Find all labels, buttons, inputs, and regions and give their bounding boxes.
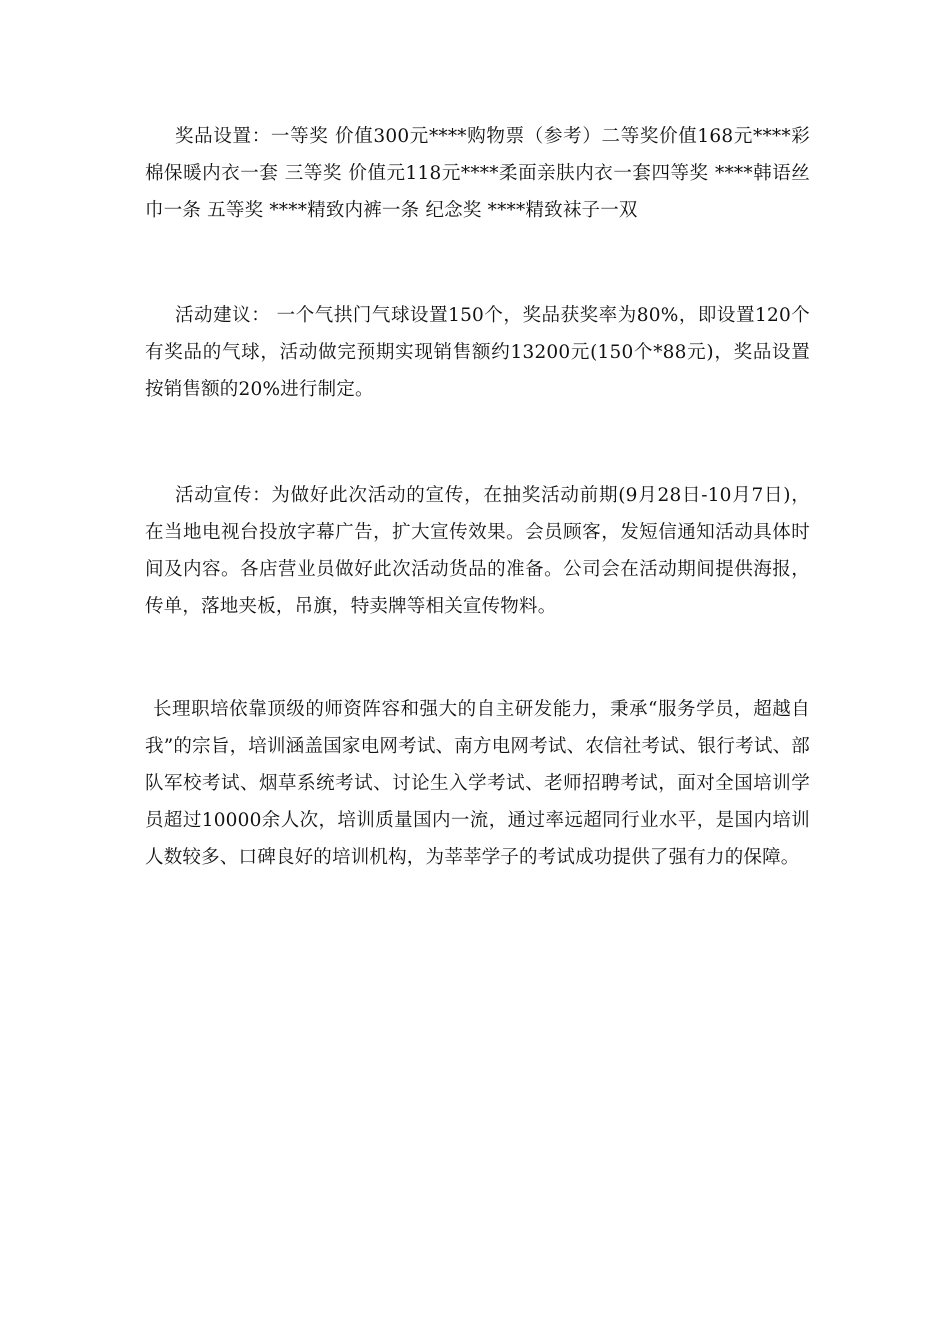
paragraph-activity-promotion: 活动宣传：为做好此次活动的宣传，在抽奖活动前期(9月28日-10月7日)，在当地电视台投放字幕广告，扩大宣传效果。会员顾客，发短信通知活动具体时间及内容。各店营业员做好此次活动货品的准备。公司会在活动期间提供海报，传单，落地夹板，吊旗，特卖牌等相关宣传物料。 [145,485,810,617]
paragraph-activity-suggestion: 活动建议： 一个气拱门气球设置150个，奖品获奖率为80%，即设置120个有奖品的气球，活动做完预期实现销售额约13200元(150个*88元)，奖品设置按销售额的20%进行制定。 [145,305,810,400]
paragraph-training-intro: 长理职培依靠顶级的师资阵容和强大的自主研发能力，秉承“服务学员，超越自我”的宗旨，培训涵盖国家电网考试、南方电网考试、农信社考试、银行考试、部队军校考试、烟草系统考试、讨论生入学考试、老师招聘考试，面对全国培训学员超过10000余人次，培训质量国内一流，通过率远超同行业水平，是国内培训人数较多、口碑良好的培训机构，为莘莘学子的考试成功提供了强有力的保障。 [145,699,810,868]
paragraph-prize-settings: 奖品设置：一等奖 价值300元****购物票（参考）二等奖价值168元****彩棉保暖内衣一套 三等奖 价值元118元****柔面亲肤内衣一套四等奖 ****韩语丝巾一条 五等奖 ****精致内裤一条 纪念奖 ****精致袜子一双 [145,126,810,221]
